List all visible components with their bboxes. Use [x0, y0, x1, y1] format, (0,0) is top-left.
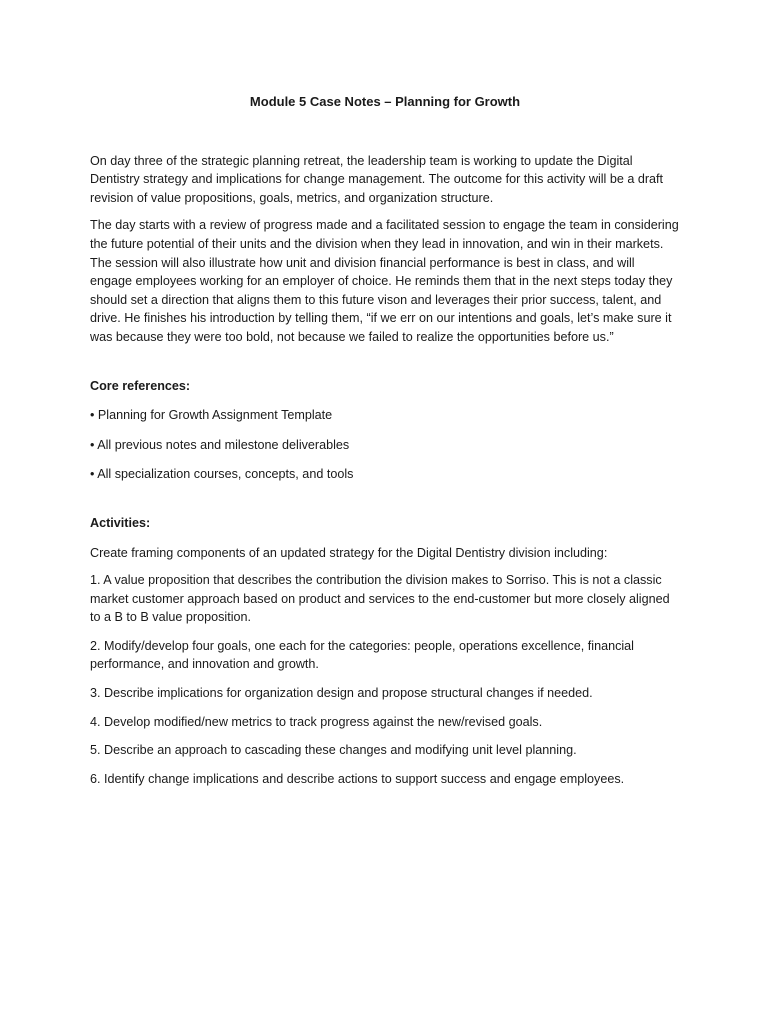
document-page [90, 93, 680, 798]
core-reference-item: • Planning for Growth Assignment Template [90, 408, 333, 423]
core-reference-item: • All previous notes and milestone deliverables [90, 437, 350, 452]
activity-item-5: 5. Describe an approach to cascading these changes and modifying unit level planning. [90, 743, 577, 758]
core-reference-item: • All specialization courses, concepts, and tools [90, 467, 354, 482]
activities-lead: Create framing components of an updated strategy for the Digital Dentistry division including: [90, 545, 608, 560]
activity-item-2: 2. Modify/develop four goals, one each for the categories: people, operations excellence, financial performance, and innovation and growth. [90, 638, 634, 672]
document-title: Module 5 Case Notes – Planning for Growth [249, 94, 521, 109]
core-references-heading: Core references: [90, 378, 191, 393]
activity-item-3: 3. Describe implications for organization design and propose structural changes if needed. [90, 686, 593, 701]
activities-heading: Activities: [90, 515, 151, 530]
activity-item-4: 4. Develop modified/new metrics to track progress against the new/revised goals. [90, 714, 543, 729]
activity-item-6: 6. Identify change implications and describe actions to support success and engage employees. [90, 771, 625, 786]
activity-item-1: 1. A value proposition that describes the contribution the division makes to Sorriso. This is not a classic market customer approach based on product and services to the end-customer but more closely aligned to a B to B value proposition. [90, 573, 670, 625]
intro-paragraph-1: On day three of the strategic planning retreat, the leadership team is working to update the Digital Dentistry strategy and implications for change management. The outcome for this activity will be a draft revision of value propositions, goals, metrics, and organization structure. [90, 153, 664, 205]
intro-paragraph-2: The day starts with a review of progress made and a facilitated session to engage the team in considering the future potential of their units and the division when they lead in innovation, and win in their markets. The session will also illustrate how unit and division financial performance is best in class, and will engage employees working for an employer of choice. He reminds them that in the next steps today they should set a direction that aligns them to this future vison and leverages their prior success, talent, and drive. He finishes his introduction by telling them, “if we err on our intentions and goals, let’s make sure it was because they were too bold, not because we failed to realize the opportunities before us.” [90, 218, 679, 344]
